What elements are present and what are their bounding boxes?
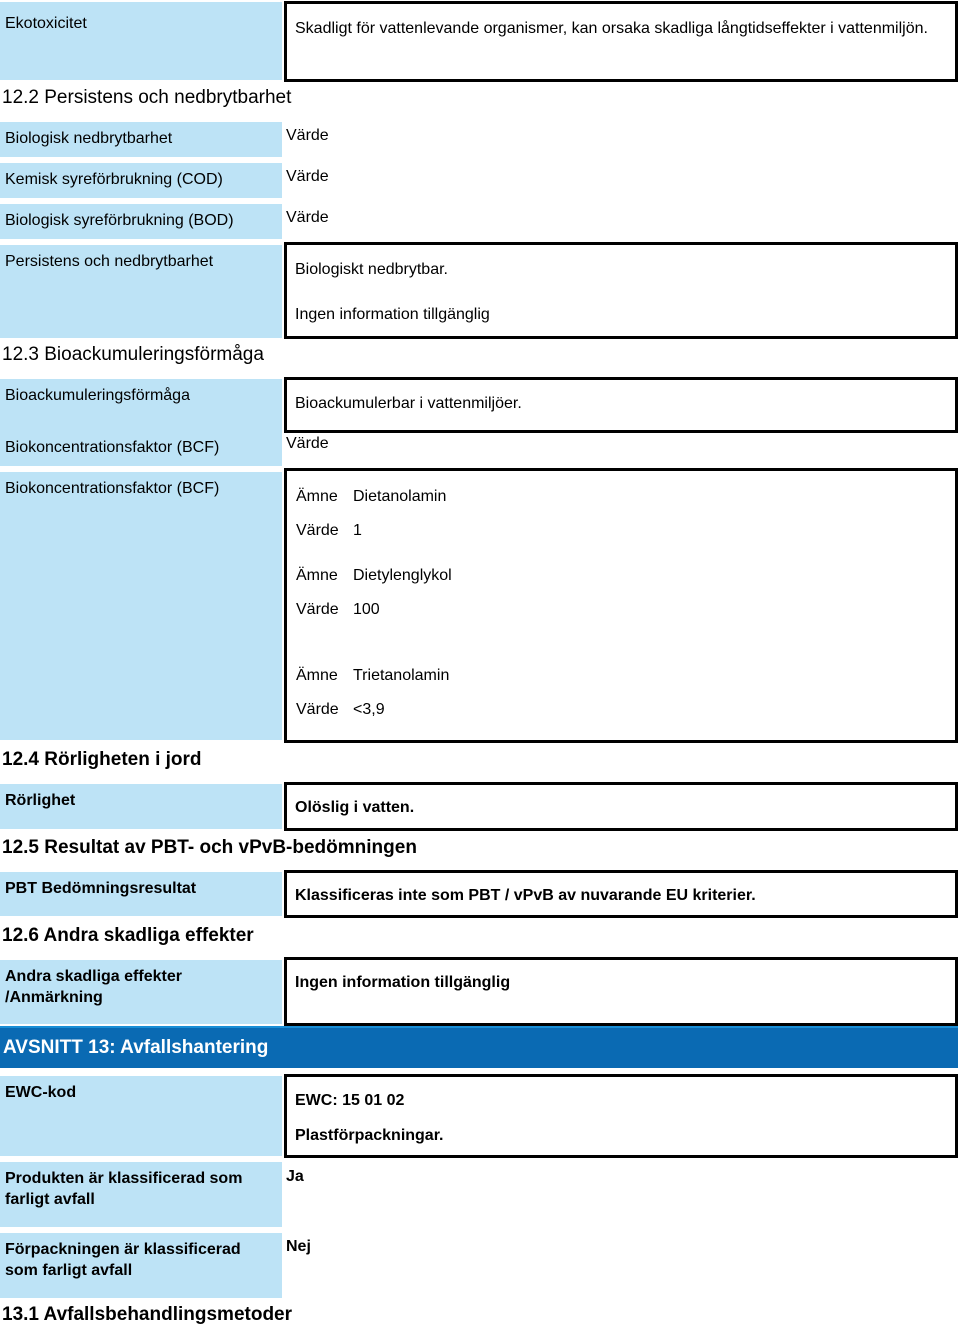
persistens-value-2: Ingen information tillgänglig [295, 306, 490, 323]
section-12-3-heading: 12.3 Bioackumuleringsförmåga [2, 344, 264, 365]
section-13-1-heading: 13.1 Avfallsbehandlingsmetoder [2, 1304, 293, 1325]
bcf-substances-box [284, 468, 958, 743]
substance-3-name: Trietanolamin [353, 667, 450, 684]
bcf2-label [0, 472, 282, 740]
mobility-value-box [284, 782, 958, 831]
other-effects-label-line-2: /Anmärkning [5, 989, 103, 1006]
biodeg-value: Värde [286, 127, 329, 144]
pbt-value: Klassificeras inte som PBT / vPvB av nuvarande EU kriterier. [295, 887, 756, 904]
pbt-label-text: PBT Bedömningsresultat [5, 880, 197, 897]
ecotox-label-text: Ekotoxicitet [5, 15, 87, 32]
persistens-label [0, 245, 282, 338]
substance-2-value-row [296, 600, 380, 620]
substance-2-key: Ämne [296, 567, 338, 584]
pbt-label [0, 872, 282, 916]
section-13-band [0, 1028, 958, 1068]
substance-3-value-row [296, 700, 385, 720]
persistens-label-text: Persistens och nedbrytbarhet [5, 253, 214, 270]
substance-2-value: 100 [353, 601, 380, 618]
substance-3-value: <3,9 [353, 701, 385, 718]
substance-1-value-row [296, 521, 362, 541]
bod-label-text: Biologisk syreförbrukning (BOD) [5, 212, 234, 229]
cod-label-text: Kemisk syreförbrukning (COD) [5, 171, 223, 188]
product-hazardous-label-line-1: Produkten är klassificerad som [5, 1170, 243, 1187]
bioacc-value: Bioackumulerbar i vattenmiljöer. [295, 395, 522, 412]
package-hazardous-label [0, 1233, 282, 1298]
bcf1-label-text: Biokoncentrationsfaktor (BCF) [5, 439, 220, 456]
bcf2-label-text: Biokoncentrationsfaktor (BCF) [5, 480, 220, 497]
package-hazardous-label-line-1: Förpackningen är klassificerad [5, 1241, 241, 1258]
product-hazardous-label-line-2: farligt avfall [5, 1191, 95, 1208]
other-effects-value-box [284, 957, 958, 1026]
substance-1-value-key: Värde [296, 522, 339, 539]
substance-1-key: Ämne [296, 488, 338, 505]
other-effects-label-line-1: Andra skadliga effekter [5, 968, 182, 985]
bod-label [0, 204, 282, 239]
other-effects-label [0, 960, 282, 1024]
pbt-value-box [284, 870, 958, 918]
substance-3-row [296, 666, 449, 686]
ecotox-value: Skadligt för vattenlevande organismer, kan orsaka skadliga långtidseffekter i vattenmiljön. [295, 20, 928, 37]
section-13-band-text: AVSNITT 13: Avfallshantering [3, 1037, 269, 1058]
mobility-label-text: Rörlighet [5, 792, 76, 809]
ewc-value-2: Plastförpackningar. [295, 1127, 444, 1144]
substance-3-key: Ämne [296, 667, 338, 684]
ewc-value-box [284, 1074, 958, 1158]
persistens-value-1: Biologiskt nedbrytbar. [295, 261, 448, 278]
product-hazardous-value: Ja [286, 1168, 304, 1185]
section-12-6-heading: 12.6 Andra skadliga effekter [2, 925, 254, 946]
ewc-label-text: EWC-kod [5, 1084, 77, 1101]
substance-1-name: Dietanolamin [353, 488, 447, 505]
mobility-label [0, 784, 282, 829]
bioacc-value-box [284, 377, 958, 433]
package-hazardous-value: Nej [286, 1238, 311, 1255]
section-12-5-heading: 12.5 Resultat av PBT- och vPvB-bedömningen [2, 837, 417, 858]
ewc-label [0, 1076, 282, 1156]
bioacc-label-text: Bioackumuleringsförmåga [5, 387, 190, 404]
ecotox-value-box [284, 1, 958, 82]
cod-value: Värde [286, 168, 329, 185]
section-12-2-heading: 12.2 Persistens och nedbrytbarhet [2, 87, 292, 108]
cod-label [0, 163, 282, 198]
ecotox-label [0, 2, 282, 80]
substance-2-value-key: Värde [296, 601, 339, 618]
substance-2-name: Dietylenglykol [353, 567, 452, 584]
biodeg-label [0, 122, 282, 157]
persistens-value-box [284, 242, 958, 339]
section-12-4-heading: 12.4 Rörligheten i jord [2, 749, 202, 770]
substance-3-value-key: Värde [296, 701, 339, 718]
bioacc-label [0, 379, 282, 431]
mobility-value: Olöslig i vatten. [295, 799, 415, 816]
bod-value: Värde [286, 209, 329, 226]
ewc-value-1: EWC: 15 01 02 [295, 1092, 405, 1109]
package-hazardous-label-line-2: som farligt avfall [5, 1262, 133, 1279]
bcf1-label [0, 431, 282, 466]
substance-1-row [296, 487, 446, 507]
biodeg-label-text: Biologisk nedbrytbarhet [5, 130, 173, 147]
bcf1-value: Värde [286, 435, 329, 452]
product-hazardous-label [0, 1162, 282, 1227]
substance-2-row [296, 566, 452, 586]
substance-1-value: 1 [353, 522, 362, 539]
other-effects-value: Ingen information tillgänglig [295, 974, 511, 991]
